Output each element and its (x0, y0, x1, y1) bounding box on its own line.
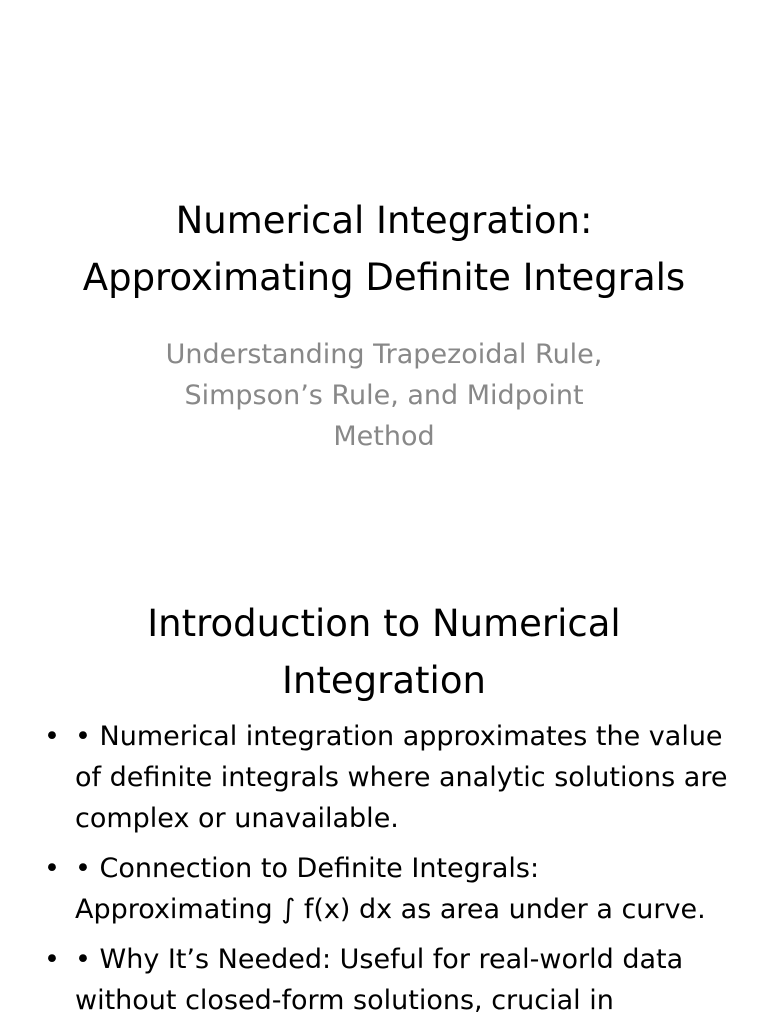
bullet-marker: • (44, 853, 60, 884)
bullet-marker: • (44, 944, 60, 975)
bullet-text: • Why It’s Needed: Useful for real-world data without closed-form solutions, crucial in (75, 944, 684, 1016)
bullet-marker: • (44, 721, 60, 752)
list-item (0, 716, 768, 839)
bullet-list (0, 716, 768, 1024)
slide-title-line-1: Numerical Integration: (175, 199, 593, 242)
bullet-text: • Numerical integration approximates the value of definite integrals where analytic solutions are complex or unavailable. (75, 721, 728, 834)
slide-title-line-2: Approximating Definite Integrals (82, 256, 686, 299)
slide-subtitle: Understanding Trapezoidal Rule, Simpson’s Rule, and Midpoint Method (165, 339, 603, 452)
bullet-text: • Connection to Definite Integrals: Approximating ∫ f(x) dx as area under a curve. (75, 853, 706, 925)
list-item (0, 848, 768, 930)
list-item (0, 939, 768, 1021)
section-heading-line-2: Integration (282, 659, 486, 702)
section-heading-line-1: Introduction to Numerical (147, 602, 621, 645)
slide-title (40, 192, 728, 306)
section-heading (40, 595, 728, 709)
